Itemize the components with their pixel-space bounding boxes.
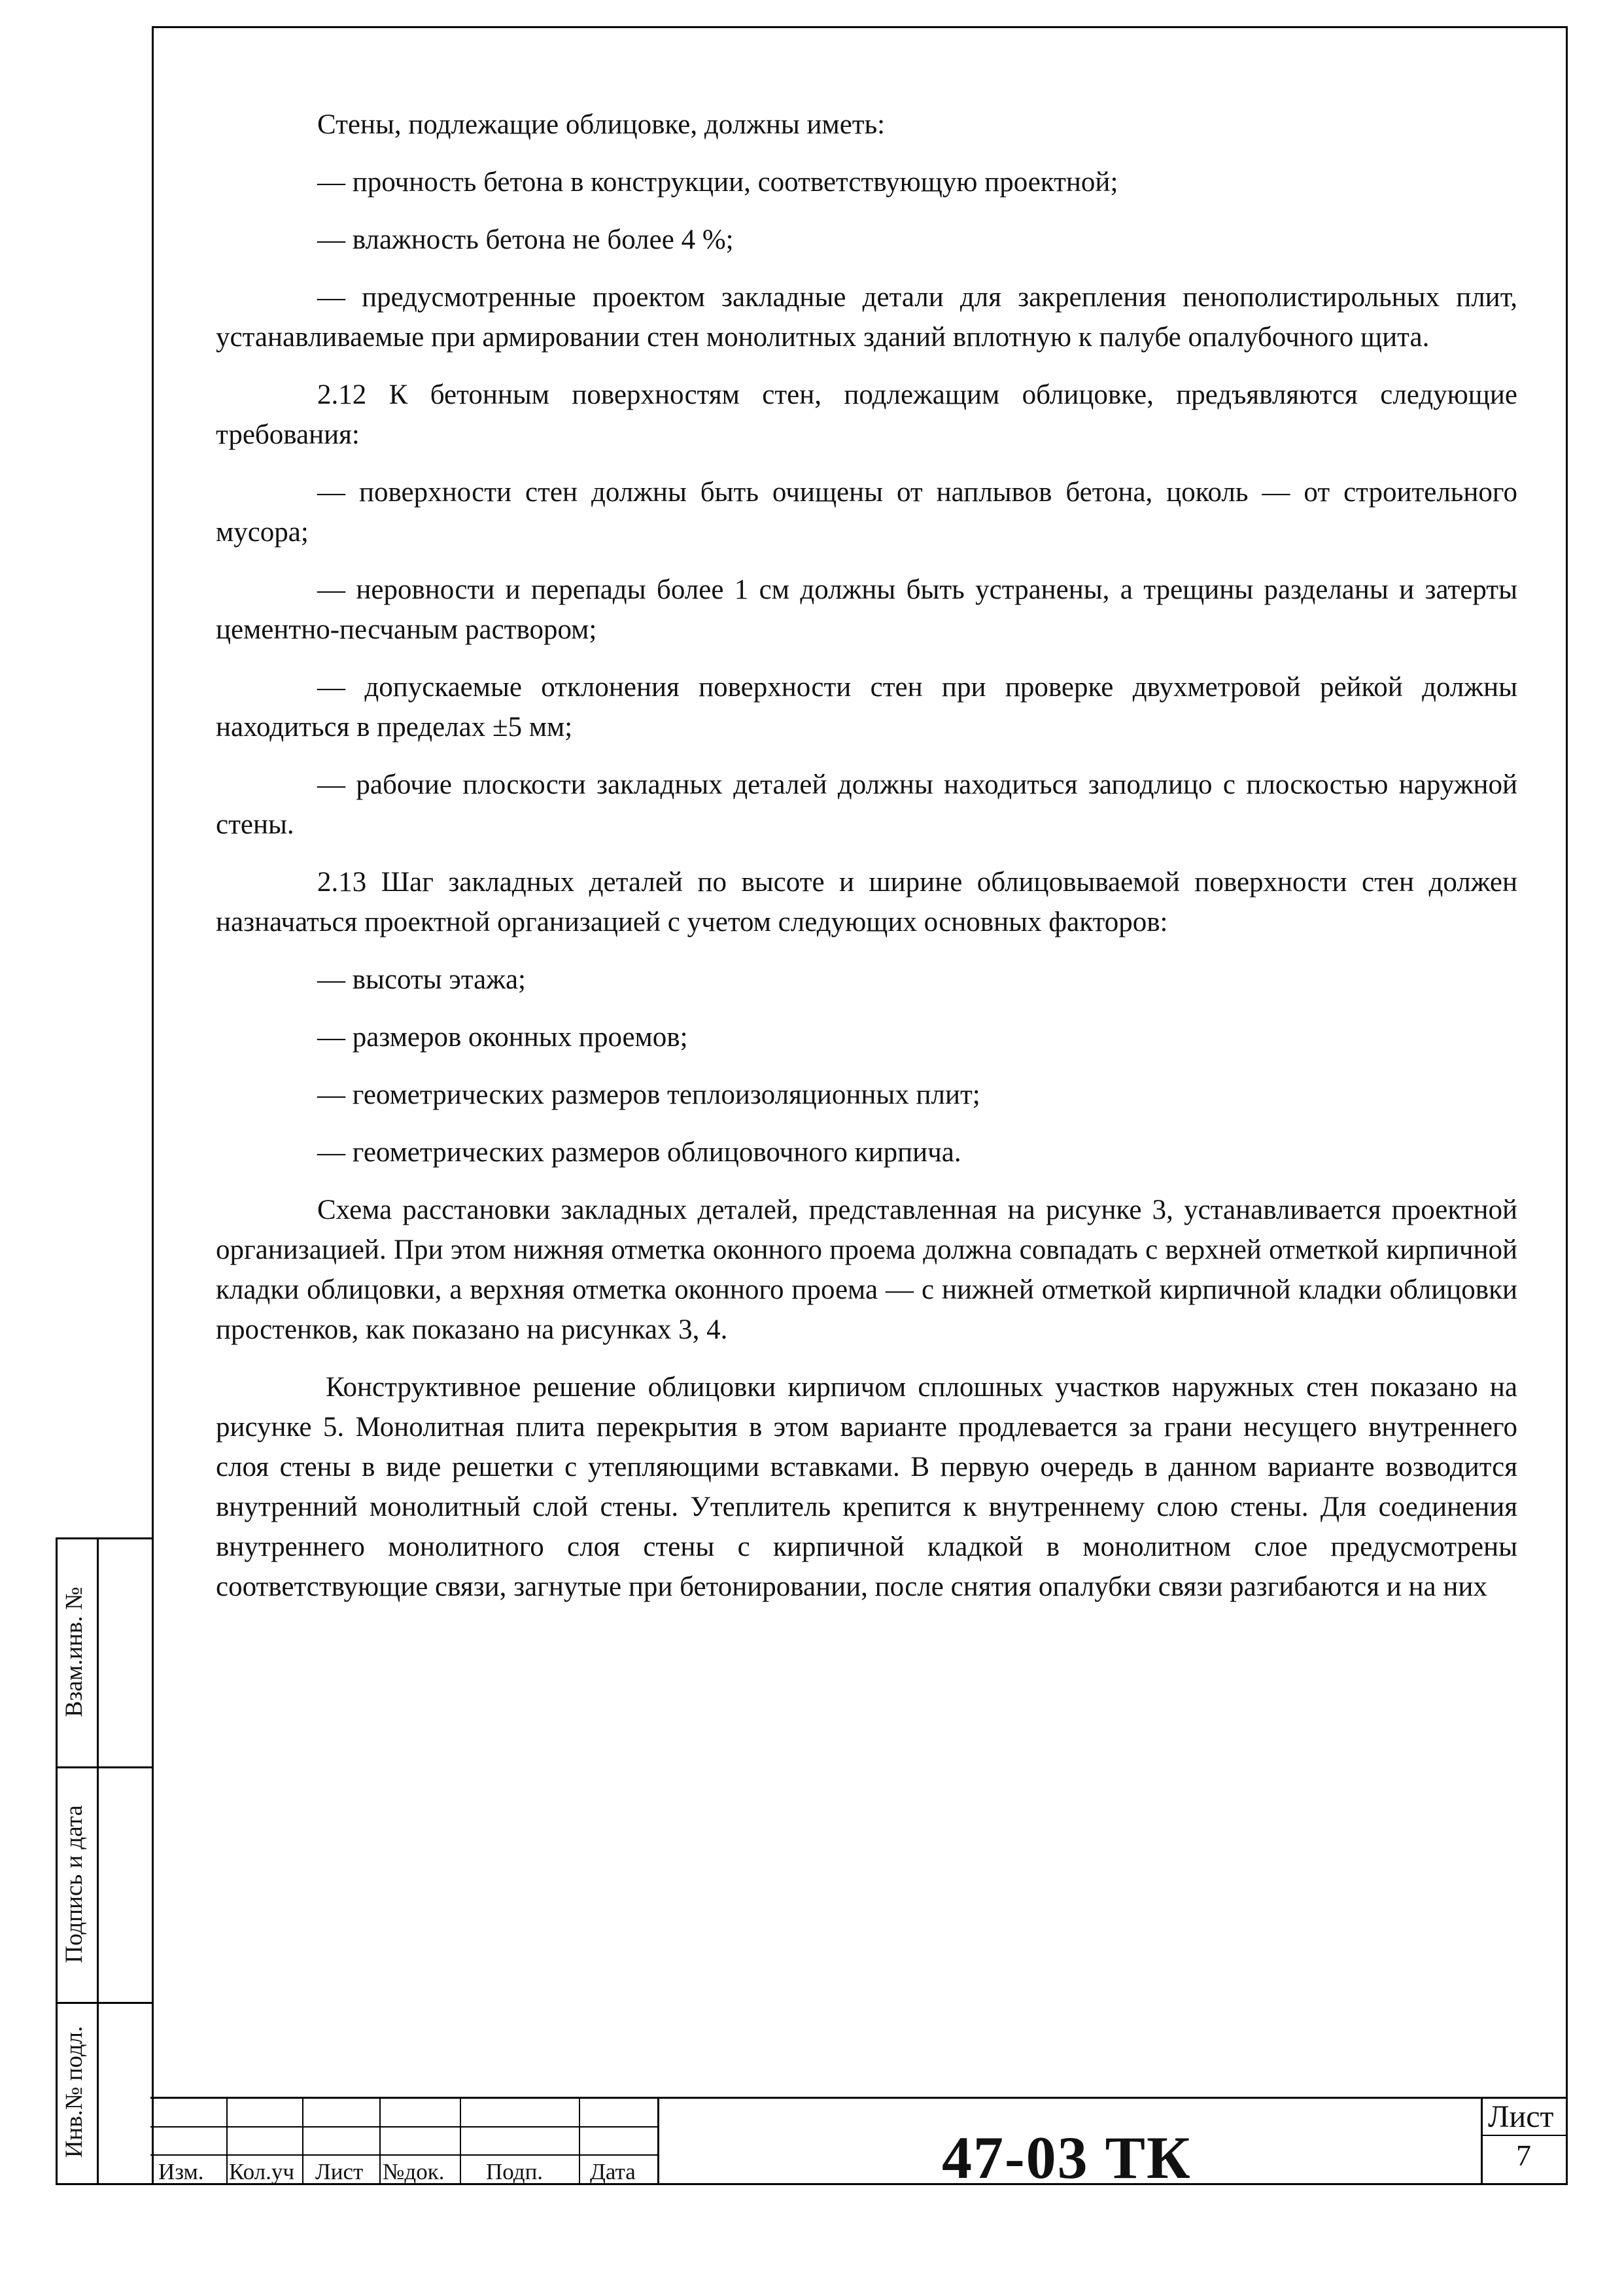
sheet-label: Лист xyxy=(1488,2099,1554,2134)
col-label-signature: Подп. xyxy=(486,2159,544,2184)
replacement-inventory-label: Взам.инв. № xyxy=(61,1586,88,1717)
list-item-window-sizes: — размеров оконных проемов; xyxy=(317,1022,688,1053)
signature-date-label: Подпись и дата xyxy=(61,1805,88,1963)
list-item-embedded-parts: — предусмотренные проектом закладные детали для закрепления пенополистирольных плит, устанавливаемые при армировании стен монолитных зданий вплотную к палубе опалубочного щита. xyxy=(216,282,1517,353)
tb-sheet-line xyxy=(1481,2135,1568,2136)
list-item-flush-planes: — рабочие плоскости закладных деталей должны находиться заподлицо с плоскостью наружной стены. xyxy=(216,769,1517,840)
list-item-strength: — прочность бетона в конструкции, соответствующую проектной; xyxy=(317,167,1118,198)
tb-col-line-3 xyxy=(379,2097,381,2185)
tb-col-line-1 xyxy=(226,2097,228,2185)
tb-top-line xyxy=(150,2097,1568,2099)
title-block xyxy=(150,2097,1568,2185)
tb-col-line-7 xyxy=(1481,2097,1483,2185)
list-item-deviations: — допускаемые отклонения поверхности стен при проверке двухметровой рейкой должны находиться в пределах ±5 мм; xyxy=(216,672,1517,743)
col-label-change: Изм. xyxy=(158,2159,204,2184)
paragraph-walls-requirements: Стены, подлежащие облицовке, должны иметь: xyxy=(317,109,886,140)
list-item-insulation-sizes: — геометрических размеров теплоизоляционных плит; xyxy=(317,1079,980,1110)
side-stamp-divider-h1 xyxy=(56,1766,154,1768)
paragraph-layout-scheme: Схема расстановки закладных деталей, представленная на рисунке 3, устанавливается проектной организацией. При этом нижняя отметка оконного проема должна совпадать с верхней отметкой кирпичной кладки облицовки, а верхняя отметка оконного проема — с нижней отметкой кирпичной кладки облицовки простенков, как показано на рисунках 3, 4. xyxy=(216,1195,1517,1345)
tb-col-line-5 xyxy=(579,2097,580,2185)
list-item-cleaning: — поверхности стен должны быть очищены от наплывов бетона, цоколь — от строительного мусора; xyxy=(216,477,1517,548)
side-stamp-divider-v xyxy=(97,1537,99,2185)
list-item-unevenness: — неровности и перепады более 1 см должны быть устранены, а трещины разделаны и затерты цементно-песчаным раствором; xyxy=(216,574,1517,645)
original-inventory-label: Инв.№ подл. xyxy=(61,2025,88,2158)
paragraph-2-12: 2.12 К бетонным поверхностям стен, подлежащим облицовке, предъявляются следующие требования: xyxy=(216,379,1517,450)
document-code: 47-03 ТК xyxy=(942,2124,1192,2191)
tb-col-line-6 xyxy=(657,2097,659,2185)
col-label-date: Дата xyxy=(590,2159,636,2184)
tb-col-line-2 xyxy=(302,2097,303,2185)
document-body xyxy=(216,105,1517,1624)
list-item-brick-sizes: — геометрических размеров облицовочного кирпича. xyxy=(317,1137,961,1168)
paragraph-2-13: 2.13 Шаг закладных деталей по высоте и ширине облицовываемой поверхности стен должен назначаться проектной организацией с учетом следующих основных факторов: xyxy=(216,867,1517,937)
col-label-quantity: Кол.уч xyxy=(229,2159,294,2184)
paragraph-construction-solution: Конструктивное решение облицовки кирпичом сплошных участков наружных стен показано на рисунке 5. Монолитная плита перекрытия в этом варианте продлевается за грани несущего внутреннего слоя стены в виде решетки с утепляющими вставками. В первую очередь в данном варианте возводится внутренний монолитный слой стены. Утеплитель крепится к внутреннему слою стены. Для соединения внутреннего монолитного слоя стены с кирпичной кладкой в монолитном слое предусмотрены соответствующие связи, загнутые при бетонировании, после снятия опалубки связи разгибаются и на них xyxy=(216,1372,1517,1602)
list-item-floor-height: — высоты этажа; xyxy=(317,964,526,995)
col-label-sheet: Лист xyxy=(315,2159,364,2184)
sheet-number: 7 xyxy=(1516,2139,1531,2172)
side-stamp-divider-h2 xyxy=(56,2002,154,2004)
tb-col-line-4 xyxy=(460,2097,461,2185)
list-item-humidity: — влажность бетона не более 4 %; xyxy=(317,224,734,255)
col-label-doc-number: №док. xyxy=(383,2159,445,2184)
